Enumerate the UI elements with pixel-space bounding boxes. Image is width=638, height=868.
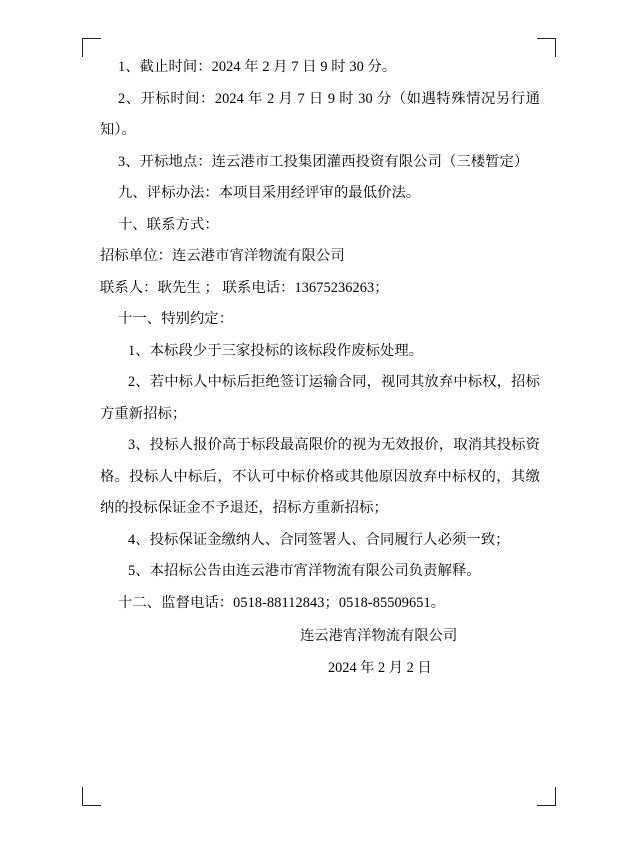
crop-mark-bottom-left (82, 787, 101, 806)
paragraph: 联系人：耿先生 ； 联系电话：13675236263； (100, 279, 389, 296)
paragraph: 3、开标地点：连云港市工投集团灌西投资有限公司（三楼暂定） (118, 153, 529, 170)
paragraph: 招标单位：连云港市宵洋物流有限公司 (100, 248, 345, 264)
paragraph: 2、开标时间：2024 年 2 月 7 日 9 时 30 分（如遇特殊情况另行通知）。 (100, 90, 540, 138)
paragraph: 1、截止时间：2024 年 2 月 7 日 9 时 30 分。 (118, 59, 397, 75)
document-body (100, 52, 540, 684)
paragraph: 1、本标段少于三家投标的该标段作废标处理。 (128, 342, 424, 359)
paragraph: 5、本招标公告由连云港市宵洋物流有限公司负责解释。 (128, 563, 481, 579)
signature-company: 连云港宵洋物流有限公司 (300, 628, 458, 644)
paragraph: 2、若中标人中标后拒绝签订运输合同，视同其放弃中标权，招标方重新招标； (100, 374, 540, 422)
paragraph: 九、评标办法：本项目采用经评审的最低价法。 (118, 185, 421, 201)
paragraph: 十、联系方式： (118, 216, 219, 233)
paragraph: 4、投标保证金缴纳人、合同签署人、合同履行人必须一致； (128, 531, 510, 548)
crop-mark-top-left (82, 38, 101, 57)
paragraph: 十二、监督电话：0518-88112843；0518-85509651。 (118, 594, 446, 611)
crop-mark-bottom-right (537, 787, 556, 806)
signature-date: 2024 年 2 月 2 日 (328, 659, 432, 676)
signature-block (100, 621, 540, 684)
paragraph: 十一、特别约定： (118, 311, 234, 327)
paragraph: 3、投标人报价高于标段最高限价的视为无效报价，取消其投标资格。投标人中标后，不认可中标价格或其他原因放弃中标权的，其缴纳的投标保证金不予退还，招标方重新招标； (100, 437, 540, 516)
